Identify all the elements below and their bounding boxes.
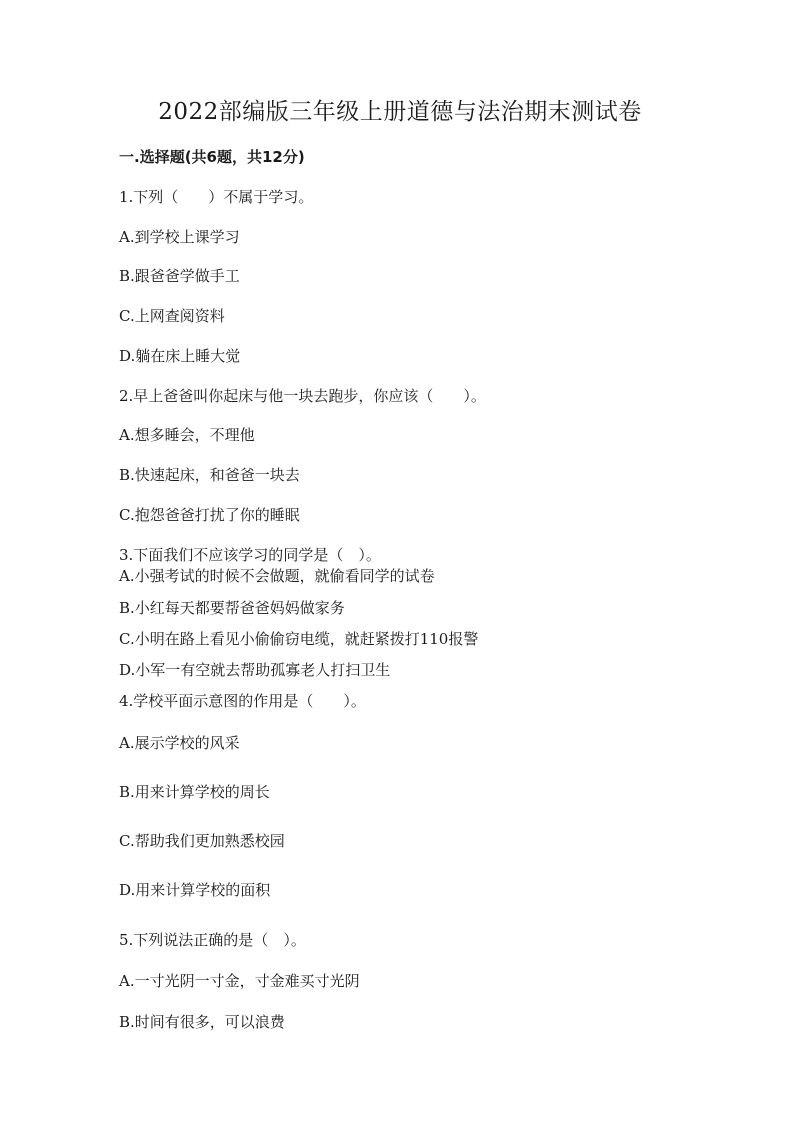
question-2-option-c: C.抱怨爸爸打扰了你的睡眠 — [119, 506, 300, 524]
question-4-option-c: C.帮助我们更加熟悉校园 — [119, 832, 285, 850]
question-3-option-d: D.小军一有空就去帮助孤寡老人打扫卫生 — [119, 661, 391, 679]
question-5-stem: 5.下列说法正确的是（ ）。 — [119, 931, 306, 949]
question-3-option-c: C.小明在路上看见小偷偷窃电缆，就赶紧拨打110报警 — [119, 630, 479, 648]
question-4-stem: 4.学校平面示意图的作用是（ ）。 — [119, 692, 366, 710]
question-2-option-b: B.快速起床，和爸爸一块去 — [119, 466, 300, 484]
question-3-option-a: A.小强考试的时候不会做题，就偷看同学的试卷 — [119, 567, 435, 585]
question-2-stem: 2.早上爸爸叫你起床与他一块去跑步，你应该（ ）。 — [119, 387, 486, 405]
question-4-option-b: B.用来计算学校的周长 — [119, 783, 270, 801]
section-heading: 一.选择题(共6题，共12分) — [119, 148, 305, 166]
question-5-option-b: B.时间有很多，可以浪费 — [119, 1013, 285, 1031]
question-3-stem: 3.下面我们不应该学习的同学是（ ）。 — [119, 546, 381, 564]
question-1-stem: 1.下列（ ）不属于学习。 — [119, 188, 314, 206]
exam-title: 2022部编版三年级上册道德与法治期末测试卷 — [158, 99, 642, 125]
question-1-option-a: A.到学校上课学习 — [119, 228, 240, 246]
question-2-option-a: A.想多睡会，不理他 — [119, 426, 255, 444]
question-1-option-c: C.上网查阅资料 — [119, 307, 225, 325]
question-5-option-a: A.一寸光阴一寸金，寸金难买寸光阴 — [119, 972, 360, 990]
question-4-option-a: A.展示学校的风采 — [119, 734, 240, 752]
question-4-option-d: D.用来计算学校的面积 — [119, 881, 271, 899]
question-3-option-b: B.小红每天都要帮爸爸妈妈做家务 — [119, 599, 345, 617]
question-1-option-b: B.跟爸爸学做手工 — [119, 267, 240, 285]
question-1-option-d: D.躺在床上睡大觉 — [119, 347, 241, 365]
